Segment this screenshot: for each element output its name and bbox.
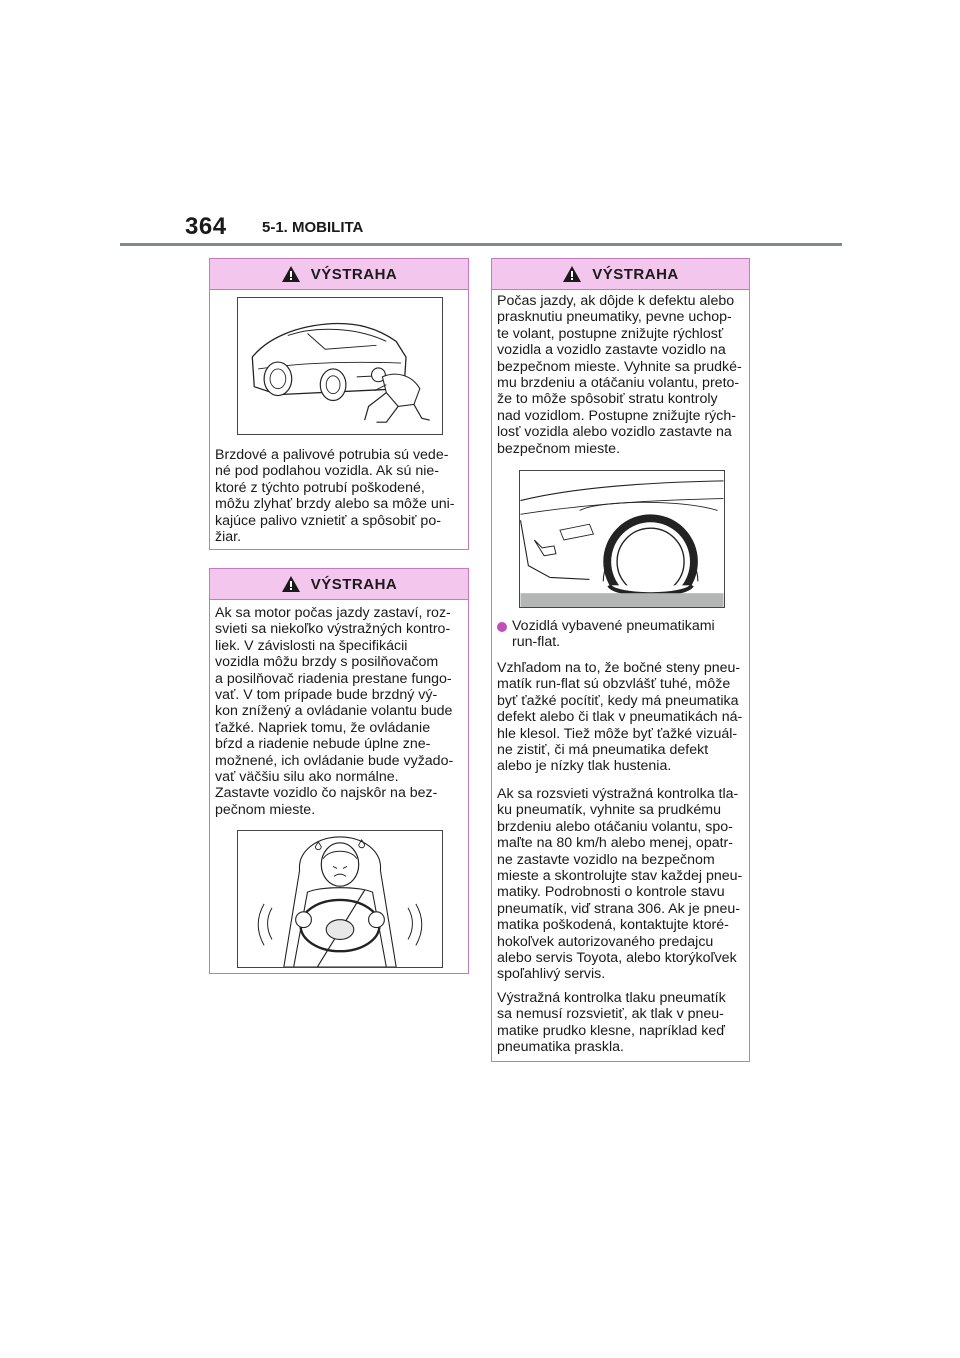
warning-label: VÝSTRAHA: [310, 265, 398, 283]
warning-box-tire-puncture: [491, 258, 750, 1062]
warning-box-header: [210, 259, 468, 290]
bullet-text: Vozidlá vybavené pneumatikami run-flat.: [512, 618, 715, 651]
car-underside-inspection-illustration: [237, 297, 443, 435]
warning-label: VÝSTRAHA: [310, 575, 398, 593]
bullet-item: [497, 618, 747, 651]
warning-intro-text: Počas jazdy, ak dôjde k defektu alebo prasknutiu pneumatiky, pevne uchop- te volant, postupne znižujte rýchlosť vozidla a vozidlo zastavte vozidlo na bezpečnom mieste. Vyhnite sa prudké- mu brzdeniu a otáčaniu volantu, preto- že to môže spôsobiť stratu kontroly nad vozidlom. Postupne znižujte rých- losť vozidla alebo vozidlo zastavte na bezpečnom mieste.: [497, 293, 742, 457]
driver-steering-effort-illustration: [237, 830, 443, 968]
warning-light-paragraph: Ak sa rozsvieti výstražná kontrolka tla- ku pneumatík, vyhnite sa prudkému brzdeniu alebo otáčaniu volantu, spo- maľte na 80 km/h alebo menej, opatr- ne zastavte vozidlo na bezpečnom mieste a skontrolujte stav každej pneu- matiky. Podrobnosti o kontrole stavu pneumatík, viď strana 306. Ak je pneu- matika poškodená, kontaktujte ktoré- hokoľvek autorizovaného predajcu alebo servis Toyota, alebo ktorýkoľvek spoľahlivý servis.: [497, 786, 743, 983]
section-title: 5-1. MOBILITA: [262, 219, 364, 236]
page-number: 364: [185, 213, 227, 240]
warning-triangle-icon: [281, 265, 301, 283]
warning-box-header: [210, 569, 468, 600]
warning-box-fuel-lines: [209, 258, 469, 550]
run-flat-tire-illustration: [519, 470, 725, 608]
warning-triangle-icon: [281, 575, 301, 593]
warning-box-header: [492, 259, 749, 290]
warning-text: Ak sa motor počas jazdy zastaví, roz- svieti sa niekoľko výstražných kontro- liek. V závislosti na špecifikácii vozidla môžu brzdy s posilňovačom a posilňovač riadenia prestane fungo- vať. V tom prípade bude brzdný vý- kon znížený a ovládanie volantu bude ťažké. Napriek tomu, že ovládanie bŕzd a riadenie nebude úplne zne- možnené, ich ovládanie bude vyžado- vať väčšiu silu ako normálne. Zastavte vozidlo čo najskôr na bez- pečnom mieste.: [215, 605, 454, 818]
header-divider: [120, 243, 842, 246]
bullet-dot-icon: [497, 622, 507, 632]
run-flat-paragraph: Vzhľadom na to, že bočné steny pneu- matík run-flat sú obzvlášť tuhé, môže byť ťažké pocítiť, kedy má pneumatika defekt alebo či tlak v pneumatikách ná- hle klesol. Tiež môže byť ťažké vizuál- ne zistiť, či má pneumatika defekt alebo je nízky tlak hustenia.: [497, 660, 743, 775]
warning-text: Brzdové a palivové potrubia sú vede- né pod podlahou vozidla. Ak sú nie- ktoré z týchto potrubí poškodené, môžu zlyhať brzdy alebo sa môže uni- kajúce palivo vznietiť a spôsobiť po- žiar.: [215, 447, 455, 546]
warning-label: VÝSTRAHA: [592, 265, 679, 283]
warning-box-engine-stop: [209, 568, 469, 974]
warning-triangle-icon: [562, 265, 582, 283]
pressure-drop-paragraph: Výstražná kontrolka tlaku pneumatík sa nemusí rozsvietiť, ak tlak v pneu- matike prudko klesne, napríklad keď pneumatika praskla.: [497, 990, 726, 1056]
